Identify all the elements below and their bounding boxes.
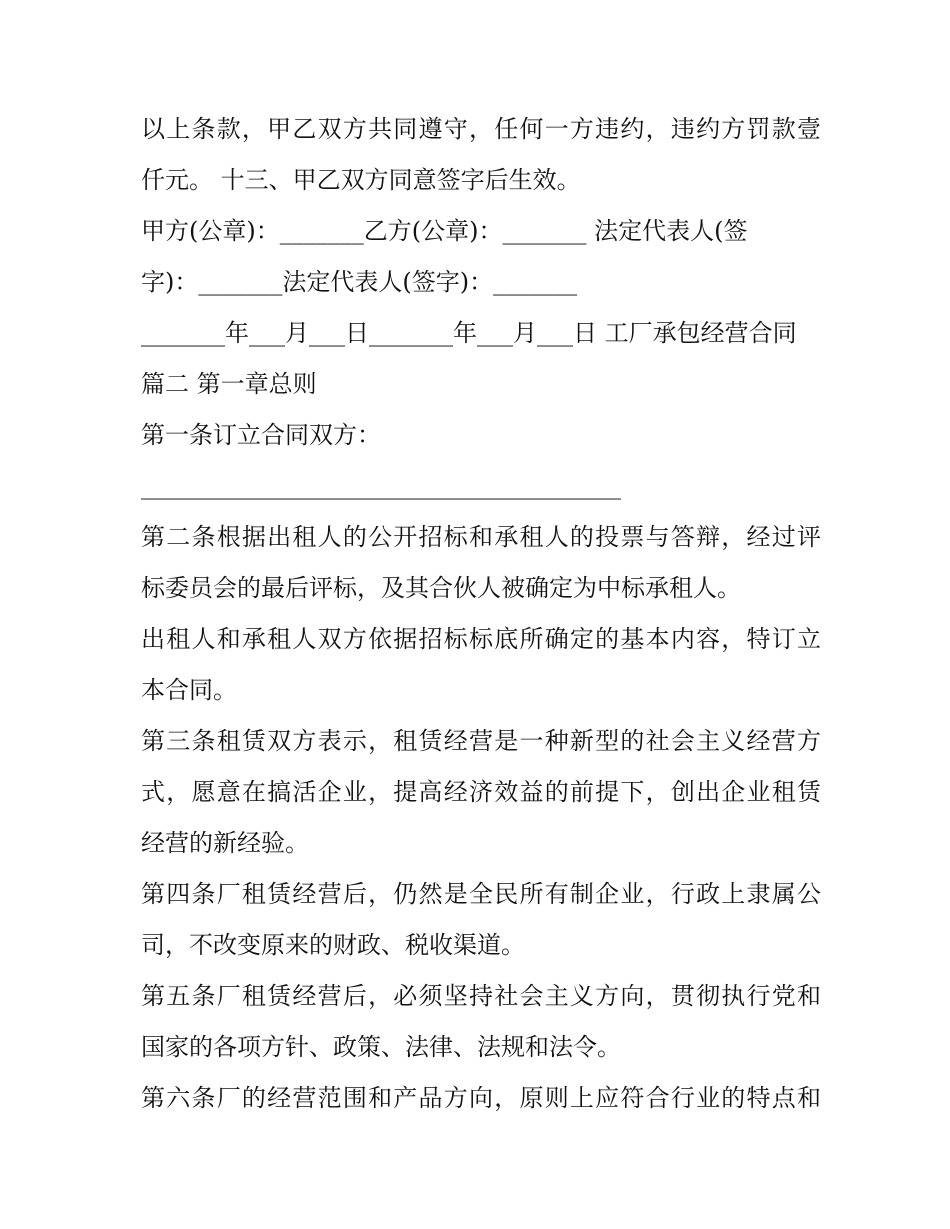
text-line: 本合同。	[141, 676, 237, 704]
text-line: ________________________________________	[141, 472, 621, 500]
text-line: 式，愿意在搞活企业，提高经济效益的前提下，创出企业租赁	[141, 778, 821, 806]
text-line: 出租人和承租人双方依据招标标底所确定的基本内容，特订立	[141, 625, 821, 653]
text-line: 司，不改变原来的财政、税收渠道。	[141, 931, 525, 959]
text-line: 标委员会的最后评标，及其合伙人被确定为中标承租人。	[141, 574, 741, 602]
text-line: 仟元。 十三、甲乙双方同意签字后生效。	[141, 166, 581, 194]
text-line: 国家的各项方针、政策、法律、法规和法令。	[141, 1033, 621, 1061]
text-line: 第五条厂租赁经营后，必须坚持社会主义方向，贯彻执行党和	[141, 982, 821, 1010]
document-body	[141, 104, 821, 1124]
text-line: 甲方(公章)：_______乙方(公章)：_______ 法定代表人(签	[141, 217, 748, 245]
text-line: 第六条厂的经营范围和产品方向，原则上应符合行业的特点和	[141, 1084, 821, 1112]
text-line: 第三条租赁双方表示，租赁经营是一种新型的社会主义经营方	[141, 727, 821, 755]
text-line: 第一条订立合同双方：	[141, 421, 381, 449]
text-line: _______年___月___日_______年___月___日 工厂承包经营合同	[141, 319, 797, 347]
text-line: 第二条根据出租人的公开招标和承租人的投票与答辩，经过评	[141, 523, 821, 551]
text-line: 以上条款，甲乙双方共同遵守，任何一方违约，违约方罚款壹	[141, 115, 821, 143]
text-line: 第四条厂租赁经营后，仍然是全民所有制企业，行政上隶属公	[141, 880, 821, 908]
text-line: 篇二 第一章总则	[141, 370, 317, 398]
text-line: 经营的新经验。	[141, 829, 309, 857]
text-line: 字)：_______法定代表人(签字)：_______	[141, 268, 578, 296]
